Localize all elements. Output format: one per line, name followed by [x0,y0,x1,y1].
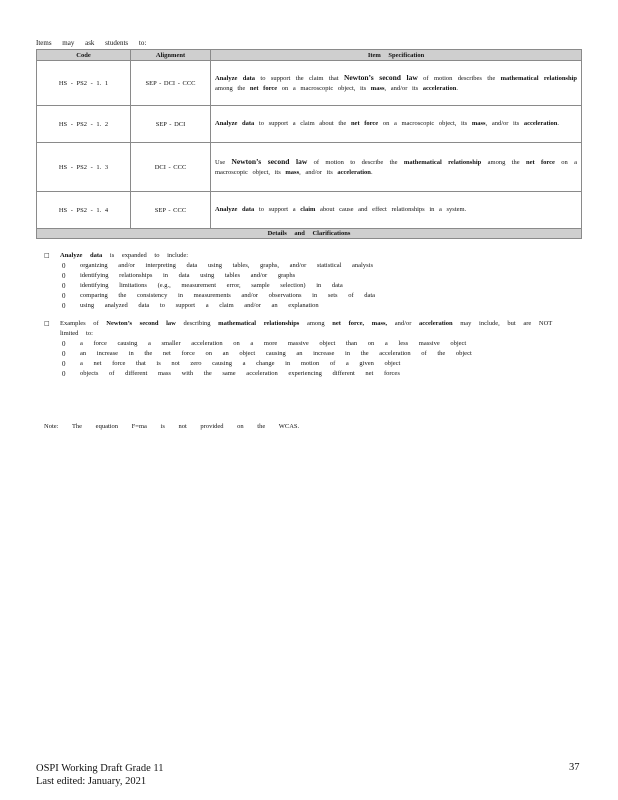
note-text: Note: The equation F=ma is not provided on the WCAS. [44,423,300,430]
row-alignment: SEP - DCI [131,106,211,143]
row-specification: Use Newton’s second law of motion to describe the mathematical relationship among the net force on a macroscopic object, its mass, and/or its acceleration. [211,143,582,192]
row-alignment: SEP - CCC [131,192,211,229]
bullet-examples: □ Examples of Newton’s second law describing mathematical relationships among net force, mass, and/or acceleration may include, but are NOT limited to: [44,320,553,337]
table-row [37,106,582,143]
list-item: 0 a force causing a smaller acceleration on a more massive object than on a less massive object [62,340,467,348]
intro-text: Items may ask students to: [36,39,147,47]
details-section [44,251,564,379]
footer-draft-label: OSPI Working Draft Grade 11 [36,763,164,774]
list-item: 0 objects of different mass with the same acceleration experiencing different net forces [62,370,400,378]
table-row [37,61,582,106]
header-item-specification: Item Specification [211,50,582,61]
checkbox-bullet-icon: □ [44,252,50,259]
page-number: 37 [569,762,580,773]
table-header-row [37,50,582,61]
row-specification: Analyze data to support a claim about cause and effect relationships in a system. [211,192,582,229]
table-row [37,143,582,192]
row-specification: Analyze data to support the claim that Newton’s second law of motion describes the mathematical relationship among the net force on a macroscopic object, its mass, and/or its acceleration. [211,61,582,106]
list-item: 0 organizing and/or interpreting data using tables, graphs, and/or statistical analysis [62,262,373,270]
checkbox-bullet-icon: □ [44,320,50,327]
footer [36,762,163,788]
row-code: HS - PS2 - 1. 4 [37,192,131,229]
footer-last-edited: Last edited: January, 2021 [36,776,147,787]
row-code: HS - PS2 - 1. 1 [37,61,131,106]
bullet-analyze-data: □ Analyze data is expanded to include: [44,252,189,259]
header-code: Code [37,50,131,61]
table-row [37,192,582,229]
list-item: 0 a net force that is not zero causing a change in motion of a given object [62,360,401,368]
row-alignment: SEP - DCI - CCC [131,61,211,106]
row-specification: Analyze data to support a claim about the net force on a macroscopic object, its mass, and/or its acceleration. [211,106,582,143]
row-code: HS - PS2 - 1. 3 [37,143,131,192]
list-item: 0 identifying limitations (e.g., measurement error, sample selection) in data [62,282,343,290]
header-alignment: Alignment [131,50,211,61]
row-code: HS - PS2 - 1. 2 [37,106,131,143]
details-header-row [37,229,582,239]
list-item: 0 an increase in the net force on an object causing an increase in the acceleration of the object [62,350,472,358]
list-item: 0 comparing the consistency in measurements and/or observations in sets of data [62,292,376,300]
list-item: 0 using analyzed data to support a claim and/or an explanation [62,302,319,310]
row-alignment: DCI - CCC [131,143,211,192]
details-and-clarifications-heading: Details and Clarifications [37,229,582,239]
list-item: 0 identifying relationships in data using tables and/or graphs [62,272,296,280]
item-specification-table [36,49,582,239]
